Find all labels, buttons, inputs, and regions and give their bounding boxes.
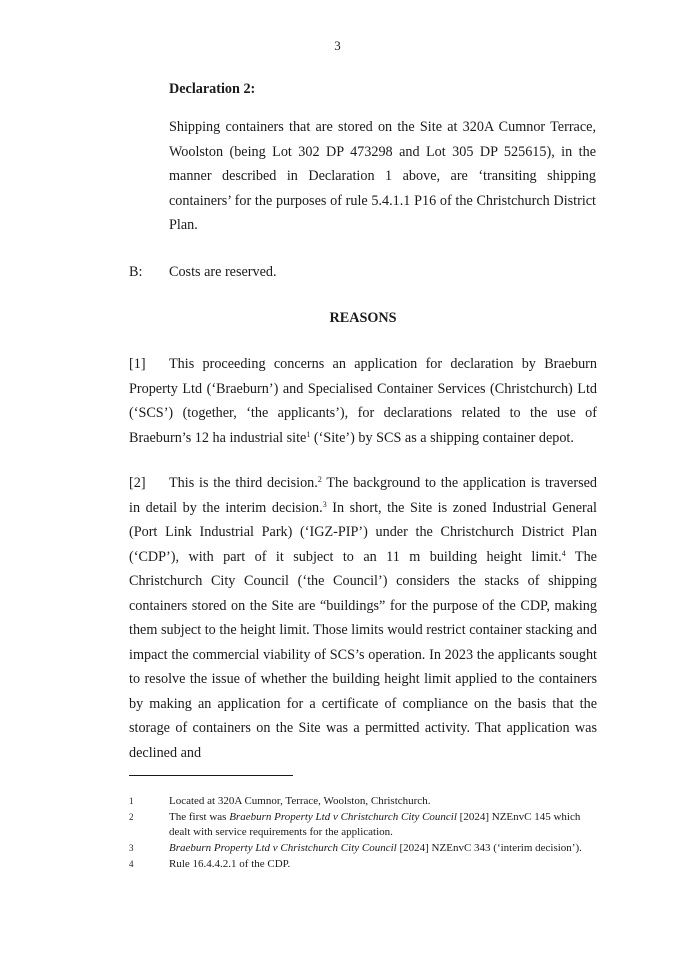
footnote-divider <box>129 775 293 776</box>
case-name: Braeburn Property Ltd v Christchurch City Council <box>169 842 397 854</box>
case-name: Braeburn Property Ltd v Christchurch City Council <box>229 811 457 823</box>
footnote-text-part: [2024] NZEnvC 343 (‘interim decision’). <box>396 842 582 854</box>
paragraph-1 <box>129 352 597 450</box>
paragraph-text: The Christchurch City Council (‘the Council’) considers the stacks of shipping containers stored on the Site are “buildings” for the purpose of the CDP, making them subject to the height limit. Those limits would restrict container stacking and impact the commercial viability of SCS’s operation. In 2023 the applicants sought to resolve the issue of whether the building height limit applied to the containers by making an application for a certificate of compliance on the basis that the storage of containers on the Site was a permitted activity. That application was declined and <box>129 548 597 761</box>
footnote-ref[interactable]: 2 <box>317 475 322 484</box>
footnotes <box>129 794 599 873</box>
paragraph-number: [2] <box>129 475 146 491</box>
footnote-text-part: The first was <box>169 811 230 823</box>
footnote-ref[interactable]: 3 <box>322 499 327 509</box>
footnote-3 <box>129 841 599 856</box>
order-b-text: Costs are reserved. <box>169 264 277 280</box>
paragraph-number: [1] <box>129 356 146 372</box>
declaration-title: Declaration 2: <box>169 81 256 97</box>
paragraph-2 <box>129 471 597 765</box>
footnote-1 <box>129 794 599 809</box>
paragraph-text: This proceeding concerns an application for declaration by Braeburn Property Ltd (‘Braeburn’) and Specialised Container Services (Christchurch) Ltd (‘SCS’) (together, ‘the applicants’), for declarations related to the use of Braeburn’s 12 ha industrial site <box>129 356 597 446</box>
footnote-text: Rule 16.4.4.2.1 of the CDP. <box>169 858 291 870</box>
order-b <box>129 260 599 285</box>
footnote-number: 3 <box>129 843 134 853</box>
paragraph-text: (‘Site’) by SCS as a shipping container depot. <box>310 429 574 446</box>
footnote-text <box>169 841 599 856</box>
footnote-text <box>169 810 599 840</box>
paragraph-text: In short, the Site is zoned Industrial General (Port Link Industrial Park) (‘IGZ-PIP’) under the Christchurch District Plan (‘CDP’), with part of it subject to an 11 m building height limit. <box>129 499 597 565</box>
paragraph-text: This is the third decision. <box>169 475 318 491</box>
footnote-number: 1 <box>129 796 134 806</box>
footnote-ref[interactable]: 4 <box>561 548 566 558</box>
footnote-number: 2 <box>129 812 134 822</box>
footnote-text: Located at 320A Cumnor, Terrace, Woolston, Christchurch. <box>169 795 431 807</box>
footnote-ref[interactable]: 1 <box>306 429 311 439</box>
page-number: 3 <box>334 38 341 53</box>
footnote-number: 4 <box>129 859 134 869</box>
paragraph-text: The background to the application is traversed in detail by the interim decision. <box>129 475 597 516</box>
footnote-text-part: [2024] NZEnvC 145 which dealt with service requirements for the application. <box>169 811 581 838</box>
footnote-2 <box>129 810 599 840</box>
order-b-label: B: <box>129 264 143 280</box>
declaration-text: Shipping containers that are stored on the Site at 320A Cumnor Terrace, Woolston (being Lot 302 DP 473298 and Lot 305 DP 525615), in the manner described in Declaration 1 above, are ‘transiting shipping containers’ for the purposes of rule 5.4.1.1 P16 of the Christchurch District Plan. <box>169 119 596 233</box>
reasons-heading: REASONS <box>329 310 397 326</box>
footnote-4 <box>129 857 599 872</box>
